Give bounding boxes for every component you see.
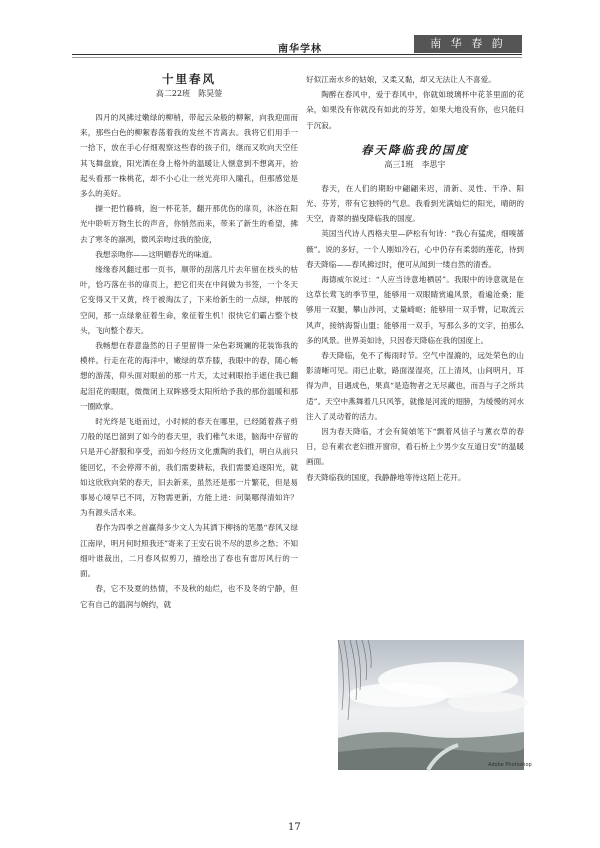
article1-continuation: 好似江南水乡的姑娘，又柔又黏，却又无法让人不喜爱。 xyxy=(306,75,496,84)
article2-paragraph: 春天，在人们的期盼中翩翩来迟，清新、灵性、干净、阳光、芬芳，带有它独特的气息。我看到光满灿烂的阳光，晴朗的天空，青翠的描曳降临我的国度。 xyxy=(306,183,524,224)
page-number: 17 xyxy=(288,822,301,833)
article1-paragraph: 我畅想在春意盎然的日子里留得一朵色彩斑斓的花装饰我的模样。行走在花的海洋中，嫩绿的草乔膝，我眼中的春，随心畅想的游荡，仰头面对眼前的那一片天，太过刺眼抬手遮住我已翻起泪花的眼眶，微微闭上双眸感受太阳所给予我的那份温暖和那一圈欧掌。 xyxy=(80,341,298,411)
article2-title: 春天降临我的国度 xyxy=(361,142,469,157)
article1-paragraph: 春作为四季之首赢得多少文人为其洒下柳扬的笔墨“春风又绿江南岸，明月何时照我还”寄来了王安石说不尽的思乡之愁；不知细叶谁裁出，二月春风似剪刀，描绘出了春也有雷厉风行的一面。 xyxy=(80,523,298,579)
article1-paragraph: 春，它不及夏的热情，不及秋的灿烂，也不及冬的宁静，但它有自己的温润与婉约，就 xyxy=(80,584,298,609)
right-column xyxy=(306,72,524,485)
article1-title: 十里春风 xyxy=(162,72,216,86)
article2-paragraph: 海德威尔说过：“人应当诗意地栖居”。我眼中的诗意就是在这草长莺飞的季节里，能够用一双眼睛赏遍风景，看遍沧桑；能够用一双腿，攀山涉河，丈量崎岖；能够用一双手臂，记取流云风声，接纳海誓山盟；能够用一双手，写那么多的文字，拍那么多的风景。世界美如诗，只因春天降临在我的国度上。 xyxy=(306,275,524,345)
article1-paragraph: 我想亲吻你——这明媚春光的味道。 xyxy=(95,249,217,259)
article2-paragraph: 英国当代诗人西格夫里—萨松有句诗：“我心有猛虎，细嗅蔷薇”。说的多好，一个人刚如冷石，心中仍存有柔弱的莲花，待到春天降临——春风拂过时，便可从闻到一缕自然的清香。 xyxy=(306,229,524,269)
article1-paragraph: 时光终是飞逝而过，小时候的春天在哪里，已经随着燕子剪刀般的尾巴溜到了如今的春天里，我们稚气未退，脑海中存留的只是开心舒服和享受，而如今经历文化熏陶的我们，明白从前只能回忆，不会停滞不前，我们需要耕耘，我们需要追逐阳光，就如这欣欣向荣的春天，旧去新来，虽然还是那一片繁花，但是易事易心境早已不同，万物需更新，方能上进：问渠哪得清如许？为有源头活水来。 xyxy=(80,417,298,518)
article2-byline: 高三1班 李思宇 xyxy=(384,159,446,169)
spring-landscape-image xyxy=(338,640,532,770)
header-section-box: 南 华 春 韵 xyxy=(414,35,522,53)
header-rule xyxy=(72,54,522,55)
article1-byline: 高二22班 陈昊蓥 xyxy=(155,89,223,98)
article1-paragraph: 缘缘春风翻过那一页书，顺带的刮落几片去年留在枝头的枯叶，恰巧落在书的扉页上，把它们夹在中间做为书签，一个冬天它变得又干又黄，终于被淘汰了，下来给新生的一点绿，伸展的空间，那一点绿象征着生命，象征着生机！很快它们霸占整个枝头，飞向整个春天。 xyxy=(80,265,298,335)
image-watermark: Adobe Photoshop xyxy=(488,762,532,768)
cloud xyxy=(348,683,448,707)
article2-paragraph: 春天降临，免不了梅雨时节。空气中湿漉的，远处荣色的山影清晰可见。雨已止歇，路面湿湿亮，江上清风，山间明月，耳得为声，目遇成色，果真“是造物者之无尽藏也，而吾与子之所共适”。天空中燕舞着几只风筝，就像是河流的翅膀，为缓慢的河水注入了灵动着的活力。 xyxy=(306,351,524,421)
cloud xyxy=(448,692,528,712)
article1-paragraph: 撷一把竹藤椅，泡一杯花茶，翻开那优伤的扉页，沐浴在阳光中聆听万物生长的声音，你悄然而来，带来了新生的希望，拂去了寒冬的凛冽，微风亲吻过我的脸庞， xyxy=(80,204,298,244)
header-journal-name: 南华学林 xyxy=(278,44,322,55)
header-rule-thin xyxy=(72,57,522,58)
article1-paragraph: 四月的风拂过嫩绿的柳梢，带起云朵般的柳絮，向我迎面而来，那些白色的柳絮春荡着我的发丝不肯离去。我将它们用手一一拾下，放在手心仔细观察这些春的孩子们，继而又吹向天空任其飞舞盘旋，阳光洒在身上格外的温暖让人惬意到不想离开，抬起头看那一株桃花，却不小心让一丝光亮印入瞳孔，但那感觉是多么的美好。 xyxy=(80,113,298,199)
left-column xyxy=(80,72,298,612)
article2-paragraph: 因为春天降临，才会有简媜笔下“飘着风信子与薰衣草的春日，总有素衣老妇推开窗帘，看石桥上少男少女互道日安”的温暖画面。 xyxy=(306,427,524,467)
article2-paragraph: 春天降临我的国度，我静静地等待这陌上花开。 xyxy=(306,472,466,482)
article1-continuation: 陶醉在春风中，爱于春风中，你就如玻璃杯中花茶里面的花朵，如果没有你就没有如此的芬芳，如果大地没有你，也只能归于沉寂。 xyxy=(306,90,524,130)
landscape-illustration xyxy=(338,640,532,770)
